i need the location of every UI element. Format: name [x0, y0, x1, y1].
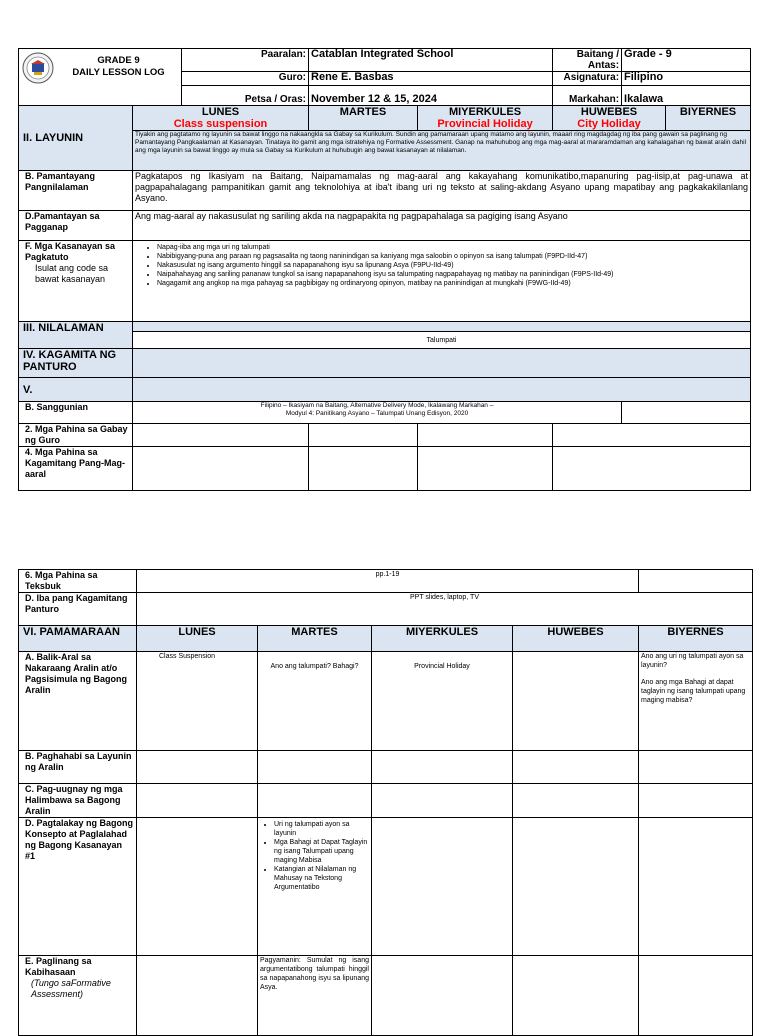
pagtalakay-martes: [258, 818, 372, 956]
teksbuk-text: pp.1-19: [137, 570, 639, 593]
grade-level-value: Grade - 9: [622, 49, 751, 72]
pang-magaaral-huwebes: [553, 447, 751, 491]
pang-magaaral-lunes: [133, 447, 309, 491]
pagganap-label: D.Pamantayan sa Pagganap: [19, 211, 133, 241]
teksbuk-label: 6. Mga Pahina sa Teksbuk: [19, 570, 137, 593]
balik-aral-label: A. Balik-Aral sa Nakaraang Aralin at/o Pagsisimula ng Bagong Aralin: [19, 652, 137, 751]
pagtalakay-label: D. Pagtalakay ng Bagong Konsepto at Paglalahad ng Bagong Kasanayan #1: [19, 818, 137, 956]
kasanayan-list-cell: [133, 241, 751, 322]
miyerkules-note: Provincial Holiday: [437, 118, 533, 130]
layunin-label: II. LAYUNIN: [19, 106, 133, 171]
paghahabi-label: B. Paghahabi sa Layunin ng Aralin: [19, 751, 137, 784]
pag-uugnay-label: C. Pag-uugnay ng mga Halimbawa sa Bagong Aralin: [19, 784, 137, 818]
kagamitan-label: IV. KAGAMITA NG PANTURO: [19, 349, 133, 378]
balik-aral-lunes: Class Suspension: [137, 652, 258, 751]
sanggunian-label: B. Sanggunian: [19, 402, 133, 424]
balik-aral-biyernes-q1: Ano ang uri ng talumpati ayon sa layunin?: [641, 653, 744, 669]
school-label: Paaralan:: [182, 49, 309, 72]
nilalaman-band: [133, 322, 751, 332]
pang-magaaral-miyerkules: [418, 447, 553, 491]
pangnilalaman-label: B. Pamantayang Pangnilalaman: [19, 171, 133, 211]
section-v-band: [133, 378, 751, 402]
balik-aral-miyerkules: Provincial Holiday: [372, 652, 513, 751]
kasanayan-sublabel: Isulat ang code sa bawat kasanayan: [35, 263, 109, 284]
day-header-miyerkules: MIYERKULES Provincial Holiday: [418, 106, 553, 131]
p2-day-huwebes: HUWEBES: [513, 626, 639, 652]
pagtalakay-item: • Mga Bahagi at Dapat Taglayin ng isang Talumpati upang maging Mabisa: [274, 838, 369, 865]
day-header-lunes: LUNES Class suspension: [133, 106, 309, 131]
grade-level-label: Baitang / Antas:: [553, 49, 622, 72]
gabay-huwebes: [553, 424, 751, 447]
huwebes-note: City Holiday: [577, 118, 641, 130]
lesson-log-page-2: [18, 569, 753, 1036]
sanggunian-line1: Filipino – Ikasiyam na Baitang, Alternative Delivery Mode, Ikalawang Markahan –: [260, 402, 494, 409]
gabay-lunes: [133, 424, 309, 447]
kasanayan-item: • Napag-iiba ang mga uri ng talumpati: [157, 243, 748, 252]
sanggunian-text: [133, 402, 622, 424]
section-v-label: V.: [19, 378, 133, 402]
quarter-value: Ikalawa: [622, 86, 751, 106]
header-logo-cell: [19, 49, 182, 106]
gabay-label: 2. Mga Pahina sa Gabay ng Guro: [19, 424, 133, 447]
sanggunian-biyernes: [622, 402, 751, 424]
gabay-miyerkules: [418, 424, 553, 447]
p2-day-miyerkules: MIYERKULES: [372, 626, 513, 652]
grade-title: GRADE 9: [97, 55, 140, 66]
teacher-label: Guro:: [182, 72, 309, 86]
layunin-text: Tiyakin ang pagtatamo ng layunin sa bawat linggo na nakaangkla sa Gabay sa Kurikulum. Sundin ang pamamaraan upang matamo ang layunin, maaari ring magdagdag ng iba pang gawain sa paglinang ng Pamantayang Pangkaalaman at Kasanayan. Tinataya ito gamit ang mga istratehiya ng Formative Assessment. Ganap na mahuhubog ang mga mag-aaral at mararamdaman ang kahalagahan ng bawat aralin dahil ang mga layunin sa bawat linggo ay mula sa Gabay sa Kurikulum at huhubugin ang bawat kasanayan at nilalaman.: [133, 131, 751, 171]
quarter-label: Markahan:: [553, 86, 622, 106]
subject-label: Asignatura:: [553, 72, 622, 86]
gabay-martes: [309, 424, 418, 447]
teacher-value: Rene E. Basbas: [309, 72, 553, 86]
kasanayan-label: F. Mga Kasanayan sa Pagkatuto: [25, 241, 116, 262]
p2-day-biyernes: BIYERNES: [639, 626, 753, 652]
nilalaman-text: Talumpati: [133, 332, 751, 349]
pamamaraan-label: VI. PAMAMARAAN: [19, 626, 137, 652]
lunes-note: Class suspension: [173, 118, 268, 130]
school-value: Catablan Integrated School: [309, 49, 553, 72]
kasanayan-item: • Nakasusulat ng isang argumento hinggil sa napapanahong isyu sa lipunang Asya (F9PU-IId-49): [157, 261, 748, 270]
pagtalakay-item: • Katangian at Nilalaman ng Mahusay na Tekstong Argumentatibo: [274, 865, 369, 892]
date-value: November 12 & 15, 2024: [309, 86, 553, 106]
paglinang-label: E. Paglinang sa Kabihasaan: [25, 956, 92, 977]
p2-day-martes: MARTES: [258, 626, 372, 652]
balik-aral-biyernes-q2: Ano ang mga Bahagi at dapat taglayin ng isang talumpati upang maging mabisa?: [641, 679, 746, 704]
teksbuk-biyernes: [639, 570, 753, 593]
day-header-martes: MARTES: [309, 106, 418, 131]
iba-pang-label: D. Iba pang Kagamitang Panturo: [19, 593, 137, 626]
date-label: Petsa / Oras:: [182, 86, 309, 106]
deped-seal-icon: [22, 52, 54, 84]
kagamitan-band: [133, 349, 751, 378]
day-biyernes: BIYERNES: [679, 106, 737, 118]
paglinang-martes: Pagyamanin: Sumulat ng isang argumentatibong talumpati hinggil sa napapanahong isyu sa lipunang Asya.: [258, 956, 372, 1036]
log-title: DAILY LESSON LOG: [72, 67, 165, 78]
kasanayan-label-cell: [19, 241, 133, 322]
nilalaman-label: III. NILALAMAN: [19, 322, 133, 349]
pangnilalaman-text: Pagkatapos ng Ikasiyam na Baitang, Naipamamalas ng mag-aaral ang kakayahang komunikatibo,mapanuring pag-iisip,at pag-unawa at pagpapahalagang pampanitikan gamit ang teknolohiya at iba't ibang uri ng teksto at saling-akdang Asyano upang mapatibay ang pagkakakilanlang Asyano.: [133, 171, 751, 211]
kasanayan-item: • Naipahahayag ang sariling pananaw tungkol sa isang napapanahong isyu sa talumpating nagpapahayag ng matibay na paninindigan (F9PS-IId-49): [157, 270, 748, 279]
kasanayan-item: • Nagagamit ang angkop na mga pahayag sa pagbibigay ng ordinaryong opinyon, matibay na paninindigan at mungkahi (F9WG-IId-49): [157, 279, 748, 288]
subject-value: Filipino: [622, 72, 751, 86]
iba-pang-text: PPT slides, laptop, TV: [137, 593, 753, 626]
balik-aral-huwebes: [513, 652, 639, 751]
paglinang-sublabel: (Tungo saFormative Assessment): [31, 978, 111, 999]
p2-day-lunes: LUNES: [137, 626, 258, 652]
balik-aral-biyernes: [639, 652, 753, 751]
pang-magaaral-label: 4. Mga Pahina sa Kagamitang Pang-Mag-aaral: [19, 447, 133, 491]
kasanayan-item: • Nabibigyang-puna ang paraan ng pagsasalita ng taong naninindigan sa kaniyang mga saloobin o opinyon sa isang talumpati (F9PD-IId-47): [157, 252, 748, 261]
lesson-log-page-1: [18, 48, 751, 491]
balik-aral-martes: Ano ang talumpati? Bahagi?: [258, 652, 372, 751]
sanggunian-line2: Modyul 4: Panitikang Asyano – Talumpati Unang Edisyon, 2020: [285, 410, 469, 417]
day-header-huwebes-biyernes: [553, 106, 751, 131]
pagtalakay-item: • Uri ng talumpati ayon sa layunin: [274, 820, 369, 838]
day-huwebes: HUWEBES: [580, 106, 638, 118]
pagganap-text: Ang mag-aaral ay nakasusulat ng sariling akda na nagpapakita ng pagpapahalaga sa pagiging isang Asyano: [133, 211, 751, 241]
pang-magaaral-martes: [309, 447, 418, 491]
